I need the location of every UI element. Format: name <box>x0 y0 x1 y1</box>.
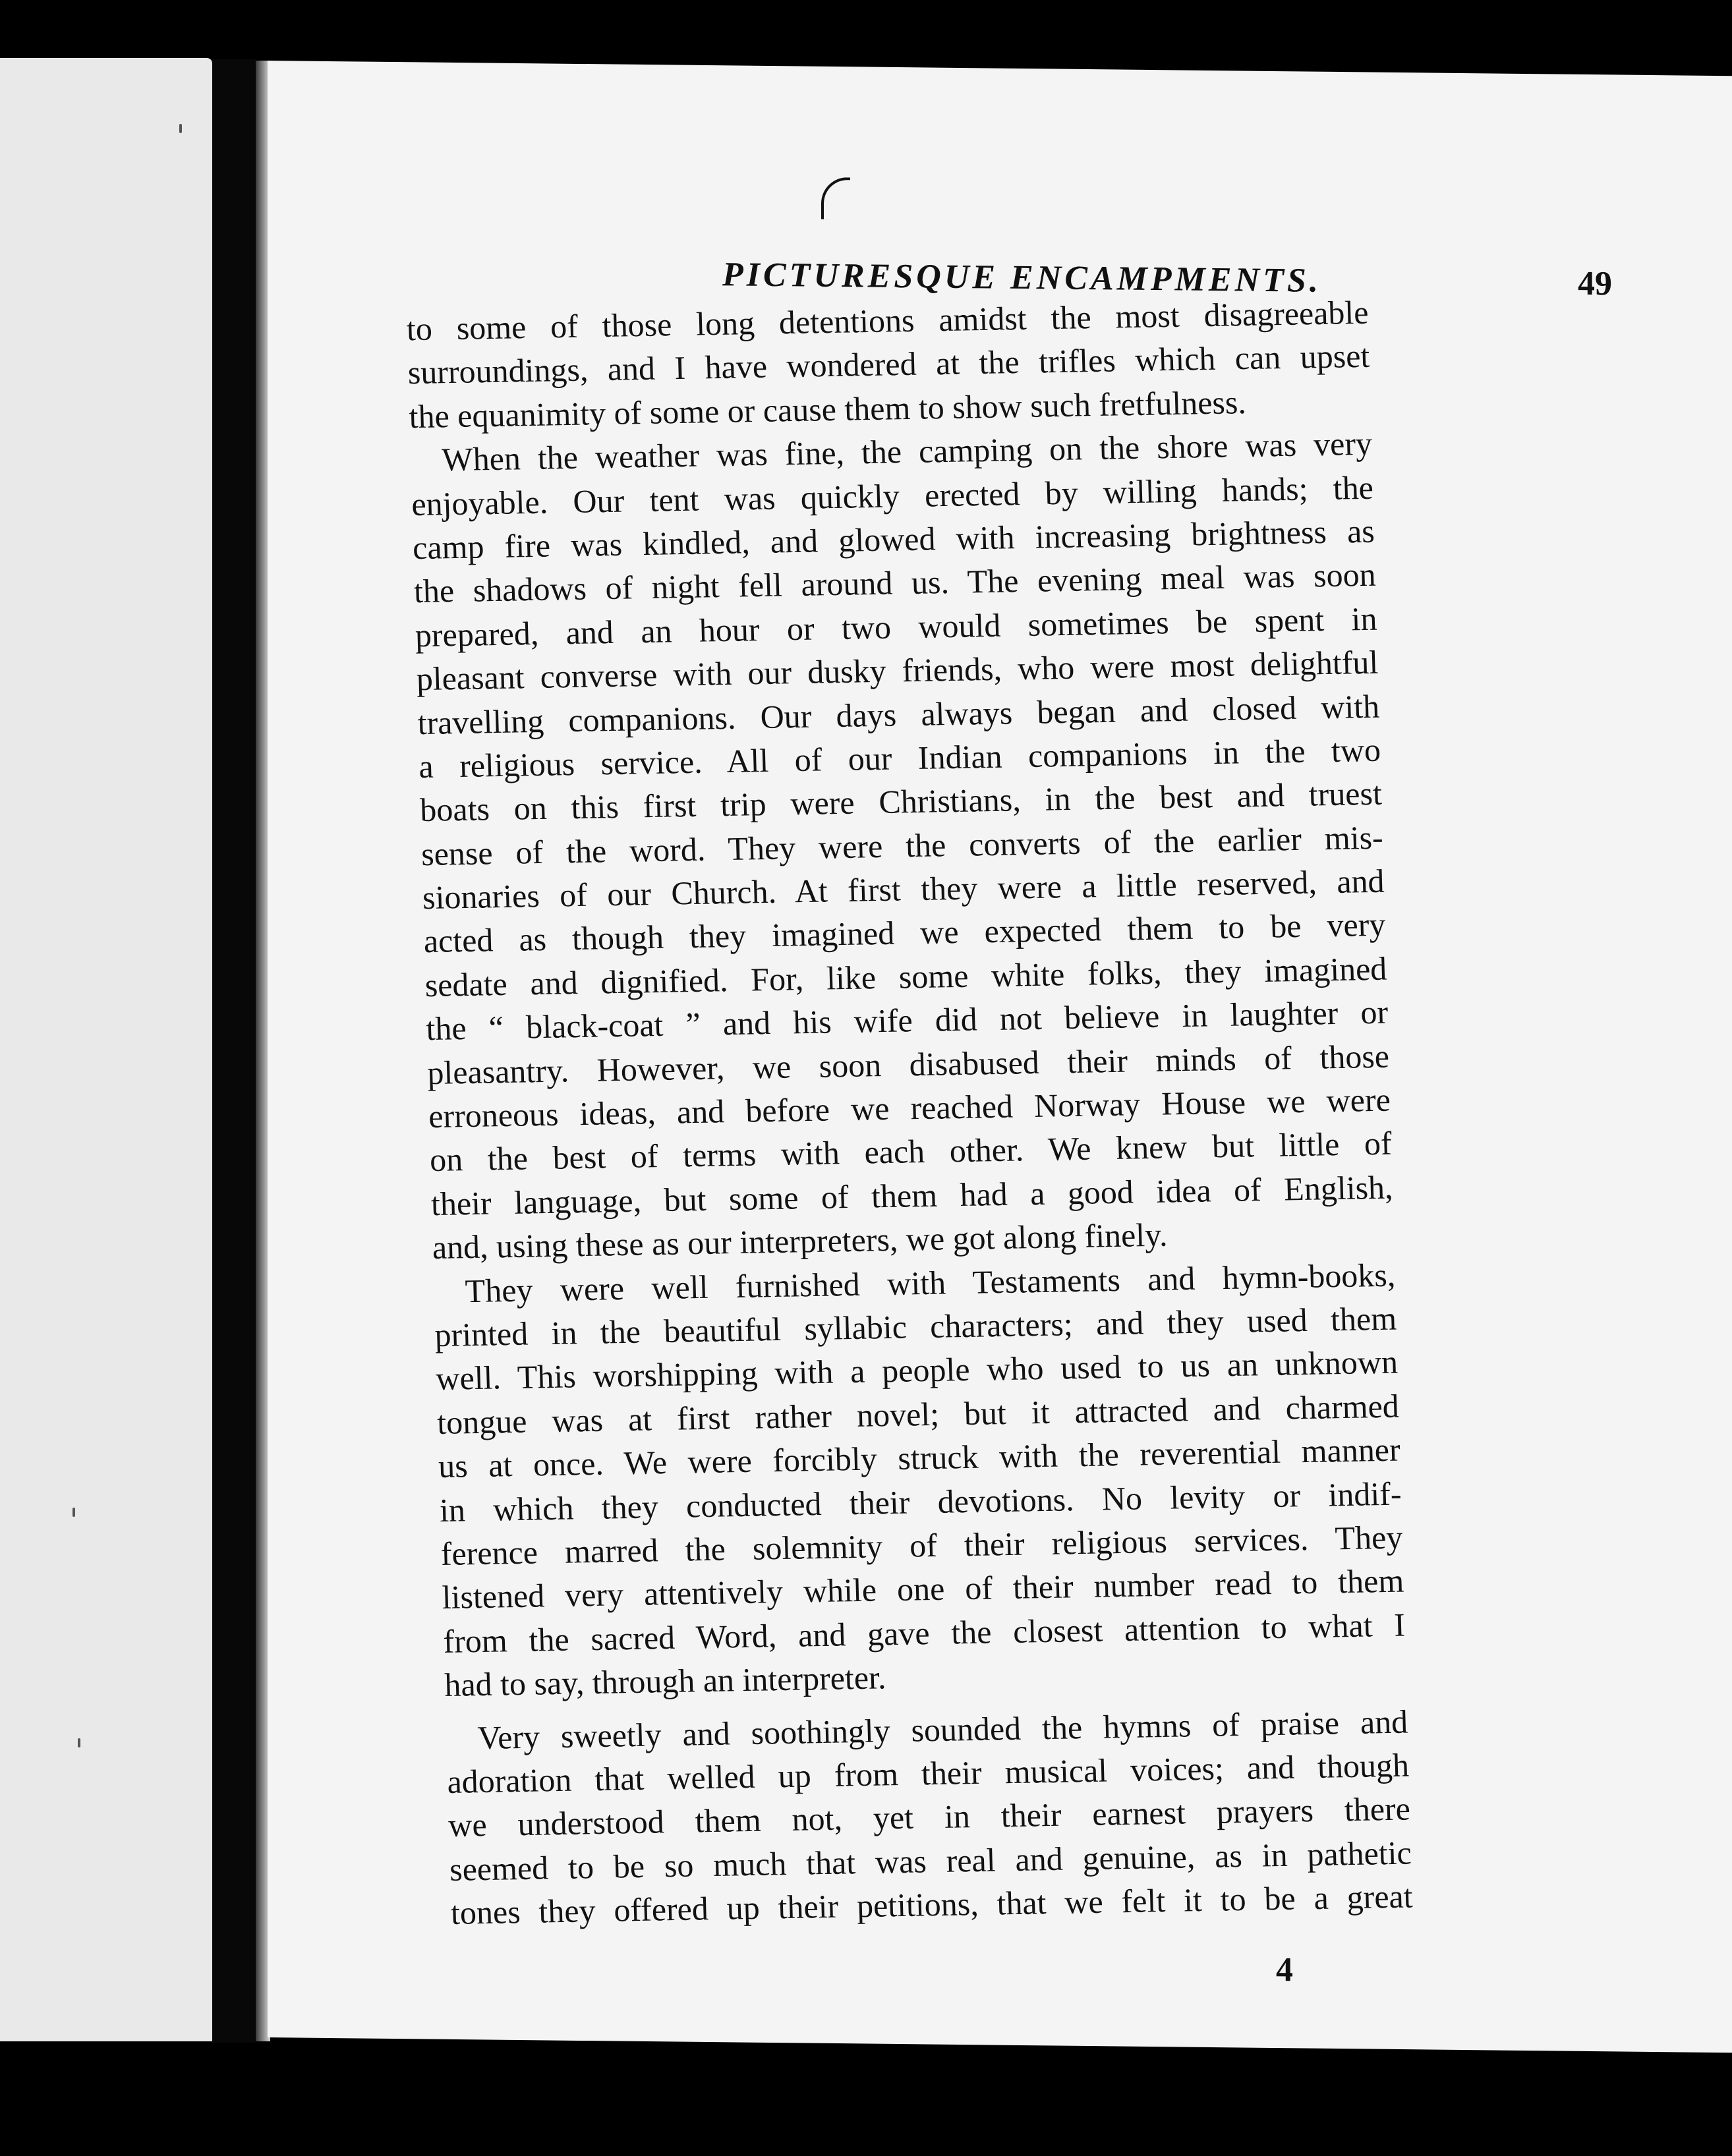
text-line: camp fire was kindled, and glowed with increasing brightness as <box>412 512 1375 567</box>
text-line: sionaries of our Church. At first they were a little reserved, and <box>422 862 1385 917</box>
text-line: enjoyable. Our tent was quickly erected by willing hands; the <box>411 468 1374 523</box>
text-line: the equanimity of some or cause them to show such fretfulness. <box>408 383 1247 435</box>
left-page-mark <box>72 1508 75 1517</box>
text-line: tongue was at first rather novel; but it attracted and charmed <box>436 1387 1400 1441</box>
text-line: in which they conducted their devotions. No levity or indif- <box>439 1475 1402 1529</box>
text-line: from the sacred Word, and gave the closest attention to what I <box>442 1606 1406 1660</box>
text-line: adoration that welled up from their musical voices; and though <box>446 1746 1410 1800</box>
left-page-mark <box>78 1738 80 1747</box>
text-line: boats on this first trip were Christians, in the best and truest <box>419 774 1383 829</box>
text-line: printed in the beautiful syllabic characters; and they used them <box>434 1299 1397 1354</box>
text-line: well. This worshipping with a people who used to us an unknown <box>435 1343 1399 1398</box>
text-line: their language, but some of them had a good idea of English, <box>430 1168 1394 1222</box>
page-number: 49 <box>1578 264 1612 303</box>
text-line: sense of the word. They were the converts of the earlier mis- <box>420 818 1384 872</box>
text-line: erroneous ideas, and before we reached Norway House we were <box>428 1081 1391 1135</box>
text-line: listened very attentively while one of their number read to them <box>441 1562 1404 1616</box>
text-line: we understood them not, yet in their earnest prayers there <box>447 1790 1411 1844</box>
page-blemish <box>821 177 850 219</box>
text-line: pleasantry. However, we soon disabused their minds of those <box>426 1037 1390 1091</box>
left-page <box>0 58 212 2041</box>
text-line: had to say, through an interpreter. <box>444 1659 887 1704</box>
text-line: us at once. We were forcibly struck with the reverential manner <box>438 1431 1401 1485</box>
text-line: When the weather was fine, the camping on the shore was very <box>441 424 1373 478</box>
body-text <box>406 291 1413 1935</box>
text-line: seemed to be so much that was real and genuine, as in pathetic <box>449 1834 1412 1888</box>
text-line: to some of those long detentions amidst the most disagreeable <box>406 293 1370 348</box>
text-line: on the best of terms with each other. We knew but little of <box>429 1125 1393 1179</box>
signature-mark: 4 <box>1276 1951 1293 1989</box>
book-page <box>268 61 1732 2053</box>
book-gutter <box>212 59 256 2043</box>
paragraph <box>410 422 1395 1270</box>
left-page-mark <box>179 124 182 133</box>
text-line: travelling companions. Our days always began and closed with <box>417 687 1380 741</box>
text-line: pleasant converse with our dusky friends, who were most delightful <box>415 643 1379 698</box>
paragraph <box>406 291 1371 439</box>
text-line: sedate and dignified. For, like some white folks, they imagined <box>424 950 1387 1004</box>
text-line: the shadows of night fell around us. The evening meal was soon <box>413 556 1377 610</box>
paragraph <box>433 1253 1407 1707</box>
text-line: the “ black-coat ” and his wife did not believe in laughter or <box>425 993 1389 1048</box>
text-line: prepared, and an hour or two would sometimes be spent in <box>415 600 1378 654</box>
running-title: PICTURESQUE ENCAMPMENTS. <box>722 256 1321 300</box>
paragraph <box>446 1699 1414 1935</box>
text-line: tones they offered up their petitions, that we felt it to be a great <box>450 1877 1414 1932</box>
text-line: They were well furnished with Testaments and hymn-books, <box>464 1256 1396 1309</box>
text-line: Very sweetly and soothingly sounded the hymns of praise and <box>476 1703 1408 1756</box>
text-line: surroundings, and I have wondered at the trifles which can upset <box>407 337 1370 391</box>
text-line: a religious service. All of our Indian companions in the two <box>418 731 1381 785</box>
text-line: acted as though they imagined we expected them to be very <box>423 906 1387 960</box>
text-line: and, using these as our interpreters, we got along finely. <box>432 1216 1169 1266</box>
text-line: ference marred the solemnity of their religious services. They <box>440 1518 1404 1572</box>
